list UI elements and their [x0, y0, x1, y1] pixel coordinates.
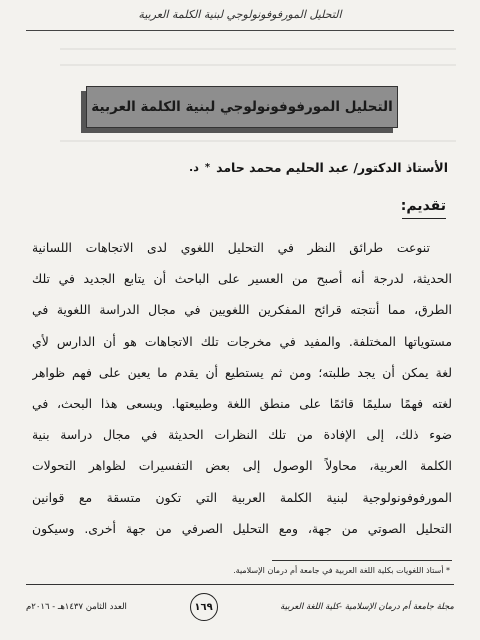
- bleed-through-line: [60, 140, 456, 142]
- page-footer: [26, 590, 454, 624]
- footnote: * أستاذ اللغويات بكلية اللغة العربية في جامعة أم درمان الإسلامية.: [233, 566, 450, 575]
- author-line: [28, 160, 448, 175]
- footnote-rule: [272, 560, 452, 561]
- footnote-mark: *: [204, 162, 211, 173]
- body-line: مستوياتها المختلفة. والمفيد في مخرجات تلك الاتجاهات هو أن الدارس لأي: [32, 333, 452, 349]
- running-header: التحليل المورفوفونولوجي لبنية الكلمة العربية: [138, 8, 342, 21]
- body-text: [32, 232, 452, 544]
- body-line: تنوعت طرائق النظر في التحليل اللغوي لدى الاتجاهات اللسانية: [32, 240, 430, 255]
- page-number: ١٦٩: [190, 593, 218, 621]
- body-line: ضوء ذلك، إلى الإفادة من تلك النظرات الحديثة في مجال دراسة بنية: [32, 427, 452, 443]
- footer-rule: [26, 584, 454, 585]
- body-line: التحليل الصوتي من جهة، ومع التحليل الصرفي من جهة أخرى. وسيكون: [32, 520, 452, 536]
- body-line: المورفوفونولوجية لبنية الكلمة العربية التي تكون متسقة مع قوانين: [32, 489, 452, 505]
- footer-journal: مجلة جامعة أم درمان الإسلامية -كلية اللغة العربية: [280, 602, 454, 612]
- body-line: لغته فهمًا سليمًا قائمًا على منطق اللغة وطبيعتها. ويسعى هذا البحث، في: [32, 395, 452, 411]
- body-line: الكلمة العربية، محاولاً الوصول إلى بعض التفسيرات لظواهر التحولات: [32, 458, 452, 474]
- body-line: الطرق، مما أنتجته قرائح المفكرين اللغويين في مجال الدراسة اللغوية في: [32, 302, 452, 318]
- body-line: الحديثة، لدرجة أنه أصبح من العسير على الباحث أن يتابع الجديد في تلك: [32, 271, 452, 287]
- header-rule: [26, 30, 454, 31]
- author-name: الأستاذ الدكتور/ عبد الحليم محمد حامد: [216, 160, 448, 175]
- author-prefix: د.: [189, 161, 199, 174]
- bleed-through-line: [60, 48, 456, 50]
- bleed-through-line: [60, 64, 456, 66]
- article-title: التحليل المورفوفونولوجي لبنية الكلمة العربية: [91, 99, 393, 115]
- footer-issue: العدد الثامن ١٤٣٧هـ - ٢٠١٦م: [26, 602, 127, 612]
- title-box: [86, 86, 398, 128]
- heading-rule: [402, 218, 446, 219]
- body-line: لغة يمكن أن يجد طلبته؛ ومن ثم يستطيع أن يقدم ما يعين على فهم ظواهر: [32, 364, 452, 380]
- section-heading: تقديم:: [400, 198, 446, 214]
